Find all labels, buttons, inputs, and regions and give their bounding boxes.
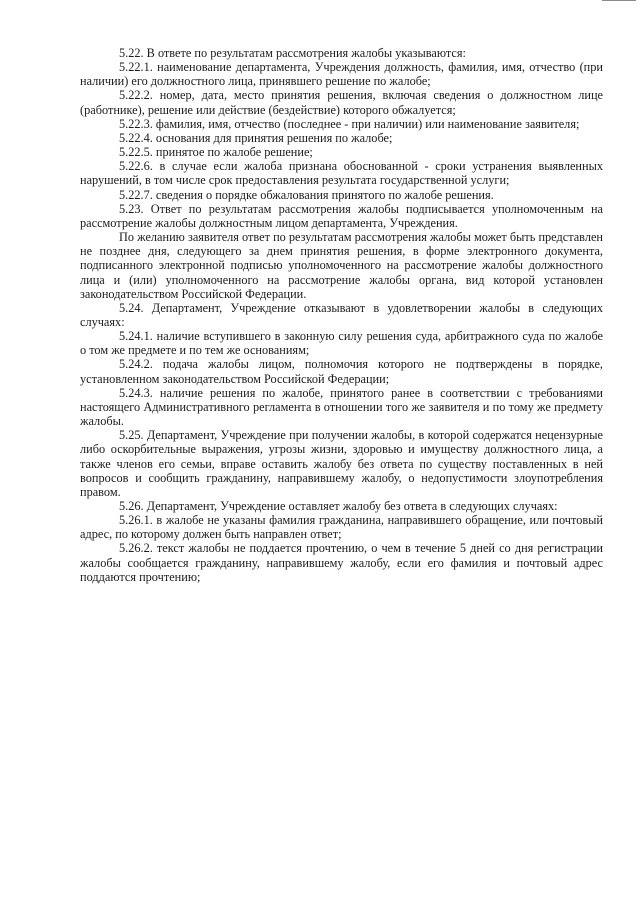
paragraph: 5.22.2. номер, дата, место принятия решения, включая сведения о должностном лице (работнике), решение или действие (бездействие) которого обжалуется; [80, 88, 603, 117]
paragraph: По желанию заявителя ответ по результатам рассмотрения жалобы может быть представлен не позднее дня, следующего за днем принятия решения, в форме электронного документа, подписанного электронной подписью уполномоченного на рассмотрение жалобы должностного лица и (или) уполномоченного на рассмотрение жалобы органа, вид которой установлен законодательством Российской Федерации. [80, 230, 603, 301]
paragraph: 5.24.2. подача жалобы лицом, полномочия которого не подтверждены в порядке, установленном законодательством Российской Федерации; [80, 357, 603, 386]
document-body [80, 46, 603, 584]
paragraph: 5.26. Департамент, Учреждение оставляет жалобу без ответа в следующих случаях: [119, 499, 558, 513]
paragraph: 5.22.7. сведения о порядке обжалования принятого по жалобе решения. [119, 187, 494, 202]
paragraph: 5.24. Департамент, Учреждение отказывают в удовлетворении жалобы в следующих случаях: [80, 300, 603, 329]
paragraph: 5.26.1. в жалобе не указаны фамилия гражданина, направившего обращение, или почтовый адрес, по которому должен быть направлен ответ; [80, 513, 603, 542]
paragraph: 5.26.2. текст жалобы не поддается прочтению, о чем в течение 5 дней со дня регистрации жалобы сообщается гражданину, направившему жалобу, если его фамилия и почтовый адрес поддаются прочтению; [80, 541, 603, 584]
paragraph: 5.24.1. наличие вступившего в законную силу решения суда, арбитражного суда по жалобе о том же предмете и по тем же основаниям; [80, 329, 603, 358]
paragraph: 5.23. Ответ по результатам рассмотрения жалобы подписывается уполномоченным на рассмотрение жалобы должностным лицом департамента, Учреждения. [80, 201, 603, 230]
paragraph: 5.24.3. наличие решения по жалобе, принятого ранее в соответствии с требованиями настоящего Административного регламента в отношении того же заявителя и по тому же предмету жалобы. [80, 385, 603, 429]
paragraph: 5.22.1. наименование департамента, Учреждения должность, фамилия, имя, отчество (при наличии) его должностного лица, принявшего решение по жалобе; [80, 60, 603, 89]
paragraph: 5.25. Департамент, Учреждение при получении жалобы, в которой содержатся нецензурные либо оскорбительные выражения, угрозы жизни, здоровью и имуществу должностного лица, а также членов его семьи, вправе оставить жалобу без ответа по существу поставленных в ней вопросов и сообщить гражданину, направившему жалобу, о недопустимости злоупотребления правом. [80, 428, 603, 499]
paragraph: 5.22.3. фамилия, имя, отчество (последнее - при наличии) или наименование заявителя; [119, 116, 580, 131]
paragraph: 5.22.5. принятое по жалобе решение; [119, 145, 313, 160]
scan-edge-mark [602, 0, 636, 1]
paragraph: 5.22.4. основания для принятия решения по жалобе; [119, 130, 393, 145]
paragraph: 5.22.6. в случае если жалоба признана обоснованной - сроки устранения выявленных нарушений, в том числе срок предоставления результата государственной услуги; [80, 159, 603, 188]
paragraph: 5.22. В ответе по результатам рассмотрения жалобы указываются: [119, 46, 466, 60]
